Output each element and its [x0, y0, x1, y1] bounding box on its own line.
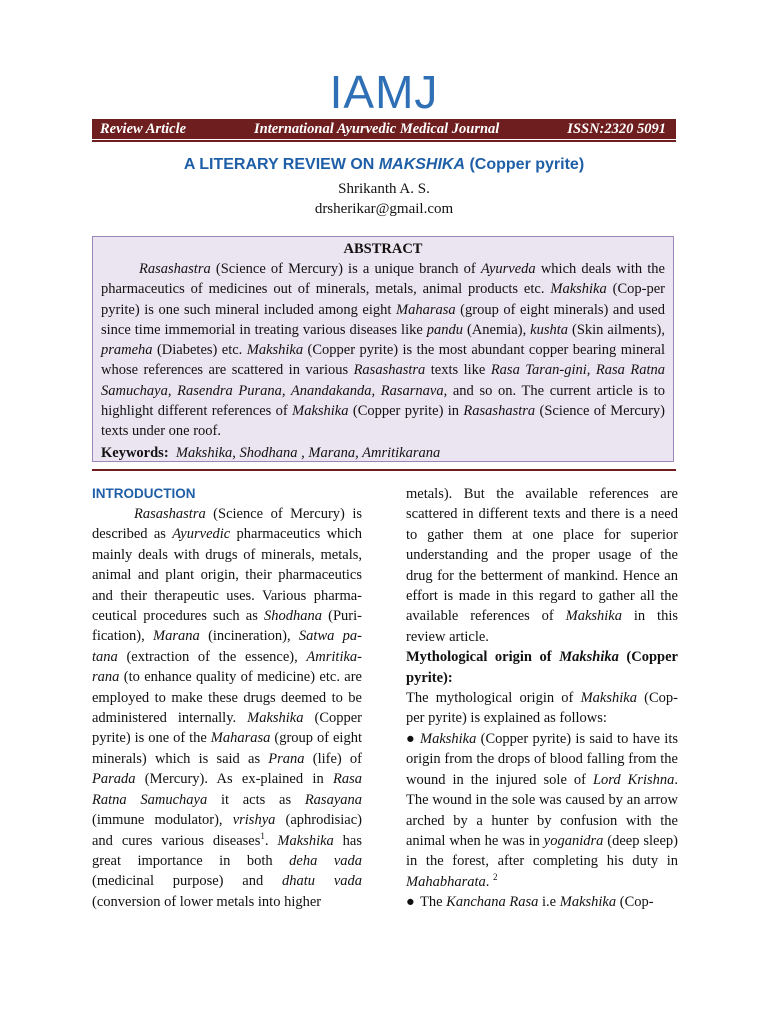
abstract-text: Rasashastra (Science of Mercury) is a unique branch of Ayurveda which deals with the pharmaceutics of medicines out of minerals, metals, animal products etc. Makshika (Cop-per pyrite) is one such mineral included among eight Maharasa (group of eight minerals) and used since time immemorial in treating various diseases like pandu (Anemia), kushta (Skin ailments), prameha (Diabetes) etc. Makshika (Copper pyrite) is the most abundant copper bearing mineral whose references are scattered in various Rasashastra texts like Rasa Taran-gini, Rasa Ratna Samuchaya, Rasendra Purana, Anandakanda, Rasarnava, and so on. The current article is to highlight different references of Makshika (Copper pyrite) in Rasashastra (Science of Mercury) texts under one roof. [101, 261, 666, 440]
footnote-2[interactable]: 2 [493, 871, 498, 882]
header-rule [92, 140, 676, 142]
mythology-heading: Mythological origin of Makshika (Copper pyrite): [406, 649, 678, 686]
title-prefix: A LITERARY REVIEW ON [183, 156, 379, 173]
abstract-heading: ABSTRACT [343, 241, 423, 257]
introduction-continued: metals). But the available references are scattered in different texts and there is a need to gather them at one place for superior understanding and the proper usage of the drug for the betterment of mankind. Hence an effort is made in this regard to gather all the available references of Makshika in this review article. [406, 486, 678, 645]
author-email[interactable]: drsherikar@gmail.com [314, 201, 454, 217]
article-title [0, 156, 768, 174]
keywords-label: Keywords: [101, 444, 169, 461]
title-italic: MAKSHIKA [378, 156, 466, 173]
journal-name: International Ayurvedic Medical Journal [254, 121, 500, 137]
mythology-bullet-1: ● Makshika (Copper pyrite) is said to have its origin from the drops of blood falling from the wound in the injured sole of Lord Krishna. The wound in the sole was caused by an arrow arched by a hunter by confusion with the animal when he was in yoganidra (deep sleep) in the forest, after completing his duty in Mahabharata. $^2$ [406, 730, 678, 890]
keywords-line [101, 443, 665, 463]
article-type-label: Review Article [100, 121, 187, 137]
bullet-icon: ● [406, 894, 415, 911]
journal-logo: IAMJ [329, 66, 439, 118]
introduction-text: Rasashastra (Science of Mercury) is described as Ayurvedic pharmaceutics which mainly deals with drugs of minerals, metals, animal and plant origin, their pharmaceutics and their therapeutic uses. Various pharma-ceutical procedures such as Shodhana (Puri-fication), Marana (incineration), Satwa pa-tana (extraction of the essence), Amritika-rana (to enhance quality of medicine) etc. are employed to make these drugs deemed to be administered internally. Makshika (Copper pyrite) is one of the Maharasa (group of eight minerals) which is said as Prana (life) of Parada (Mercury). As ex-plained in Rasa Ratna Samuchaya it acts as Rasayana (immune modulator), vrishya (aphrodisiac) and cures various diseases$^1$. Makshika has great importance in both deha vada (medicinal purpose) and dhatu vada (conversion of lower metals into higher [92, 506, 363, 910]
footnote-1[interactable]: 1 [260, 830, 265, 841]
mythology-intro: The mythological origin of Makshika (Cop-per pyrite) is explained as follows: [406, 690, 678, 727]
title-suffix: (Copper pyrite) [465, 156, 585, 173]
journal-banner [92, 119, 676, 139]
issn-label: ISSN:2320 5091 [567, 121, 666, 137]
left-column [92, 484, 362, 912]
introduction-heading: INTRODUCTION [92, 486, 196, 501]
bullet-icon: ● [406, 730, 415, 747]
section-rule [92, 469, 676, 471]
right-column [406, 484, 678, 913]
keywords-list: Makshika, Shodhana , Marana, Amritikarana [175, 444, 441, 461]
abstract-box [92, 236, 674, 462]
mythology-bullet-2: ● The Kanchana Rasa i.e Makshika (Cop- [406, 892, 678, 912]
author-name: Shrikanth A. S. [338, 181, 430, 197]
